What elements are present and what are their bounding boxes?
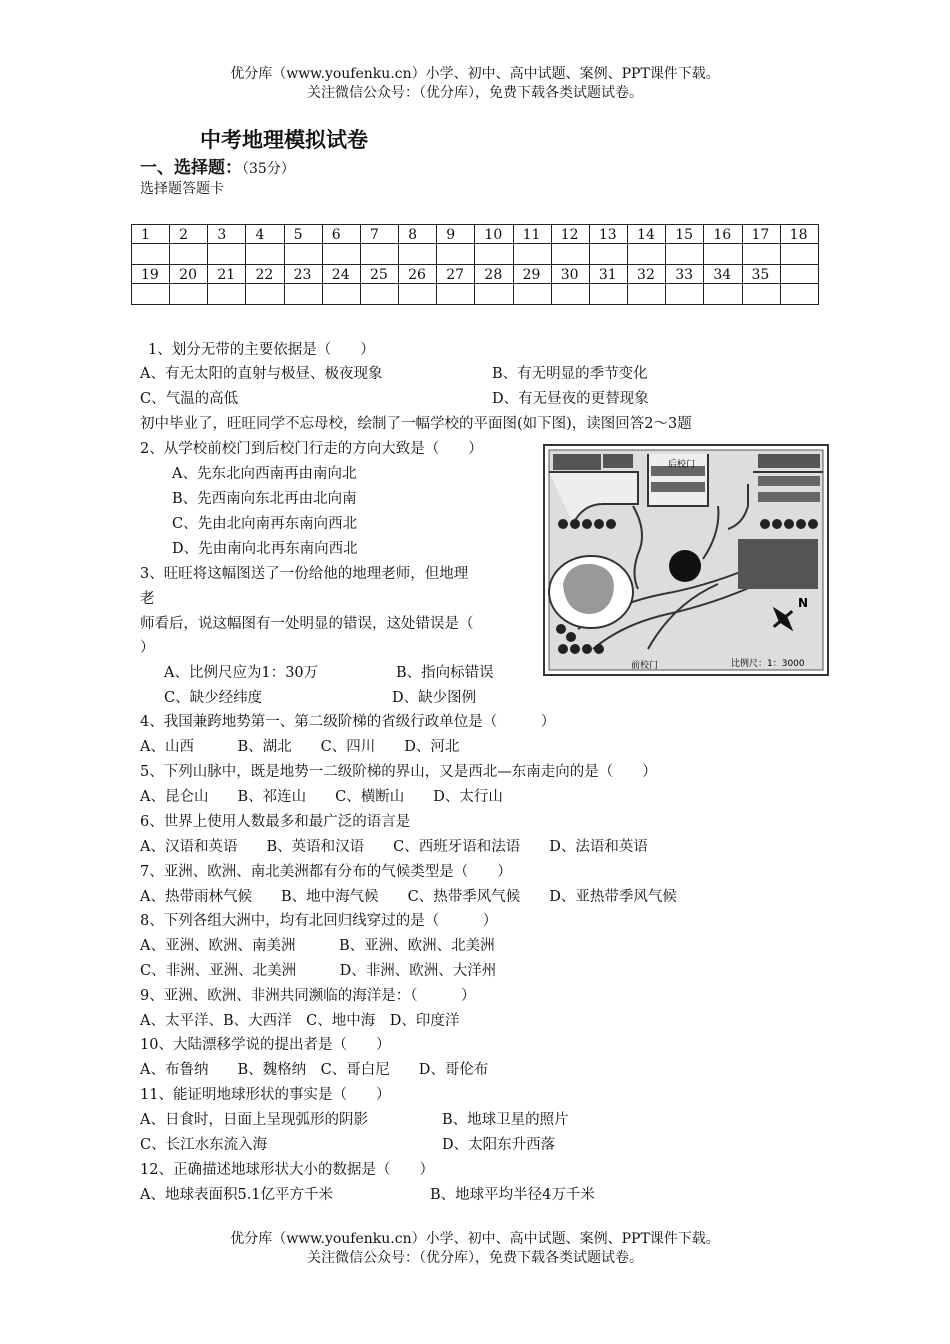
answer-card-answer-cell[interactable]	[628, 244, 666, 265]
answer-card-number-cell: 2	[170, 225, 208, 244]
q4-options: A、山西 B、湖北 C、四川 D、河北	[140, 739, 460, 755]
answer-card-number-cell: 15	[666, 225, 704, 244]
section-heading	[140, 153, 295, 178]
answer-card-answer-cell[interactable]	[360, 284, 398, 305]
answer-card-number-cell: 31	[589, 265, 627, 284]
header-line-1: 优分库（www.youfenku.cn）小学、初中、高中试题、案例、PPT课件下载。	[230, 66, 720, 82]
q12-option-a: A、地球表面积5.1亿平方千米	[140, 1187, 334, 1203]
question-8: 8、下列各组大洲中，均有北回归线穿过的是（ ）	[140, 913, 498, 929]
q11-option-b: B、地球卫星的照片	[442, 1112, 569, 1128]
answer-card-number-cell: 28	[475, 265, 513, 284]
answer-card-number-cell: 26	[399, 265, 437, 284]
answer-card-answer-cell[interactable]	[513, 284, 551, 305]
answer-card-number-cell: 27	[437, 265, 475, 284]
answer-card-answer-cell[interactable]	[513, 244, 551, 265]
answer-card-number-cell	[780, 265, 818, 284]
q2-option-b: B、先西南向东北再由北向南	[172, 491, 357, 507]
back-gate-label: 后校门	[668, 460, 696, 470]
q8-options-ab: A、亚洲、欧洲、南美洲 B、亚洲、欧洲、北美洲	[140, 938, 495, 954]
question-6: 6、世界上使用人数最多和最广泛的语言是	[140, 814, 411, 830]
answer-card-number-cell: 5	[284, 225, 322, 244]
answer-card-answer-cell[interactable]	[780, 284, 818, 305]
intro-q2-3: 初中毕业了，旺旺同学不忘母校，绘制了一幅学校的平面图(如下图)，读图回答2～3题	[140, 416, 692, 432]
answer-card-number-row	[132, 265, 819, 284]
answer-card-answer-cell[interactable]	[551, 284, 589, 305]
q1-option-b: B、有无明显的季节变化	[492, 366, 648, 382]
answer-card-number-cell: 10	[475, 225, 513, 244]
answer-card-number-cell: 13	[589, 225, 627, 244]
question-4: 4、我国兼跨地势第一、第二级阶梯的省级行政单位是（ ）	[140, 714, 556, 730]
answer-card-answer-cell[interactable]	[246, 284, 284, 305]
answer-card-number-cell: 30	[551, 265, 589, 284]
answer-card-number-cell: 23	[284, 265, 322, 284]
question-1: 1、划分无带的主要依据是（ ）	[148, 342, 375, 358]
q1-option-c: C、气温的高低	[140, 391, 239, 407]
answer-card-number-cell: 25	[360, 265, 398, 284]
answer-card-answer-cell[interactable]	[360, 244, 398, 265]
answer-card-answer-cell[interactable]	[170, 244, 208, 265]
q3-option-c: C、缺少经纬度	[164, 690, 263, 706]
q3-option-a: A、比例尺应为1：30万	[164, 665, 319, 681]
answer-card-number-cell: 22	[246, 265, 284, 284]
answer-card-answer-cell[interactable]	[208, 284, 246, 305]
question-7: 7、亚洲、欧洲、南北美洲都有分布的气候类型是（ ）	[140, 864, 512, 880]
answer-card-answer-cell[interactable]	[132, 244, 170, 265]
answer-card-answer-cell[interactable]	[437, 284, 475, 305]
answer-card-number-cell: 35	[742, 265, 780, 284]
school-map-figure	[543, 444, 829, 676]
q8-options-cd: C、非洲、亚洲、北美洲 D、非洲、欧洲、大洋州	[140, 963, 497, 979]
q12-option-b: B、地球平均半径4万千米	[430, 1187, 595, 1203]
question-9: 9、亚洲、欧洲、非洲共同濒临的海洋是：（ ）	[140, 988, 476, 1004]
answer-card-answer-cell[interactable]	[589, 244, 627, 265]
answer-card-answer-cell[interactable]	[284, 244, 322, 265]
q1-option-d: D、有无昼夜的更替现象	[492, 391, 649, 407]
answer-card-number-cell: 17	[742, 225, 780, 244]
answer-card-answer-cell[interactable]	[246, 244, 284, 265]
answer-card-number-cell: 6	[322, 225, 360, 244]
q1-option-a: A、有无太阳的直射与极昼、极夜现象	[140, 366, 383, 382]
map-round-building	[669, 550, 701, 582]
answer-card-answer-cell[interactable]	[551, 244, 589, 265]
answer-card-blank-row	[132, 244, 819, 265]
answer-card-answer-cell[interactable]	[399, 284, 437, 305]
answer-card-number-cell: 32	[628, 265, 666, 284]
answer-card-blank-row	[132, 284, 819, 305]
answer-card-number-cell: 14	[628, 225, 666, 244]
answer-card-number-cell: 12	[551, 225, 589, 244]
answer-card-answer-cell[interactable]	[628, 284, 666, 305]
question-12: 12、正确描述地球形状大小的数据是（ ）	[140, 1162, 434, 1178]
answer-card-number-cell: 7	[360, 225, 398, 244]
answer-card-answer-cell[interactable]	[742, 284, 780, 305]
answer-card-answer-cell[interactable]	[742, 244, 780, 265]
q2-option-d: D、先由南向北再东南向西北	[172, 541, 358, 557]
answer-card-number-cell: 8	[399, 225, 437, 244]
answer-card-answer-cell[interactable]	[170, 284, 208, 305]
answer-card-number-cell: 1	[132, 225, 170, 244]
answer-card-label: 选择题答题卡	[140, 181, 224, 197]
answer-card-number-cell: 9	[437, 225, 475, 244]
answer-card-table	[131, 224, 819, 305]
q3-option-b: B、指向标错误	[396, 665, 494, 681]
answer-card-number-cell: 24	[322, 265, 360, 284]
north-label: N	[798, 596, 809, 610]
section-score: （35分）	[242, 161, 295, 177]
answer-card-answer-cell[interactable]	[666, 244, 704, 265]
footer-line-1: 优分库（www.youfenku.cn）小学、初中、高中试题、案例、PPT课件下载。	[230, 1231, 720, 1247]
q10-options: A、布鲁纳 B、魏格纳 C、哥白尼 D、哥伦布	[140, 1062, 489, 1078]
answer-card-number-cell: 29	[513, 265, 551, 284]
answer-card-answer-cell[interactable]	[322, 284, 360, 305]
footer-line-2: 关注微信公众号：（优分库），免费下载各类试题试卷。	[307, 1250, 643, 1266]
answer-card-number-cell: 3	[208, 225, 246, 244]
header-line-2: 关注微信公众号：（优分库），免费下载各类试题试卷。	[307, 85, 643, 101]
q7-options: A、热带雨林气候 B、地中海气候 C、热带季风气候 D、亚热带季风气候	[140, 889, 677, 905]
answer-card-number-cell: 18	[780, 225, 818, 244]
answer-card-number-cell: 21	[208, 265, 246, 284]
section-label: 一、选择题：	[140, 158, 242, 178]
answer-card-number-cell: 20	[170, 265, 208, 284]
answer-card-answer-cell[interactable]	[284, 284, 322, 305]
q6-options: A、汉语和英语 B、英语和汉语 C、西班牙语和法语 D、法语和英语	[140, 839, 648, 855]
answer-card-answer-cell[interactable]	[132, 284, 170, 305]
q3-option-d: D、缺少图例	[392, 690, 477, 706]
page-title: 中考地理模拟试卷	[200, 128, 368, 152]
answer-card-number-row	[132, 225, 819, 244]
answer-card-answer-cell[interactable]	[475, 284, 513, 305]
question-3-line-1: 3、旺旺将这幅图送了一份给他的地理老师，但地理	[140, 566, 469, 582]
answer-card-number-cell: 11	[513, 225, 551, 244]
question-2: 2、从学校前校门到后校门行走的方向大致是（ ）	[140, 441, 483, 457]
answer-card-answer-cell[interactable]	[666, 284, 704, 305]
answer-card-number-cell: 4	[246, 225, 284, 244]
question-10: 10、大陆漂移学说的提出者是（ ）	[140, 1037, 391, 1053]
q2-option-a: A、先东北向西南再由南向北	[172, 466, 357, 482]
answer-card-answer-cell[interactable]	[475, 244, 513, 265]
front-gate-label: 前校门	[631, 661, 659, 671]
question-3-line-3: 师看后，说这幅图有一处明显的错误，这处错误是（	[140, 616, 474, 632]
question-3-line-4: ）	[140, 640, 155, 656]
answer-card-number-cell: 16	[704, 225, 742, 244]
q2-option-c: C、先由北向南再东南向西北	[172, 516, 358, 532]
answer-card-number-cell: 34	[704, 265, 742, 284]
answer-card-number-cell: 33	[666, 265, 704, 284]
question-5: 5、下列山脉中，既是地势一二级阶梯的界山，又是西北—东南走向的是（ ）	[140, 764, 657, 780]
question-11: 11、能证明地球形状的事实是（ ）	[140, 1087, 391, 1103]
answer-card-number-cell: 19	[132, 265, 170, 284]
question-3-line-2: 老	[140, 591, 155, 607]
q11-option-d: D、太阳东升西落	[442, 1137, 556, 1153]
q5-options: A、昆仑山 B、祁连山 C、横断山 D、太行山	[140, 789, 503, 805]
answer-card-answer-cell[interactable]	[589, 284, 627, 305]
q11-option-c: C、长江水东流入海	[140, 1137, 268, 1153]
answer-card-answer-cell[interactable]	[437, 244, 475, 265]
answer-card-answer-cell[interactable]	[208, 244, 246, 265]
answer-card-answer-cell[interactable]	[704, 244, 742, 265]
q11-option-a: A、日食时，日面上呈现弧形的阴影	[140, 1112, 368, 1128]
answer-card-answer-cell[interactable]	[780, 244, 818, 265]
map-scale-label: 比例尺：1：3000	[731, 659, 805, 669]
answer-card-answer-cell[interactable]	[322, 244, 360, 265]
answer-card-answer-cell[interactable]	[399, 244, 437, 265]
answer-card-answer-cell[interactable]	[704, 284, 742, 305]
q9-options: A、太平洋、B、大西洋 C、地中海 D、印度洋	[140, 1013, 460, 1029]
